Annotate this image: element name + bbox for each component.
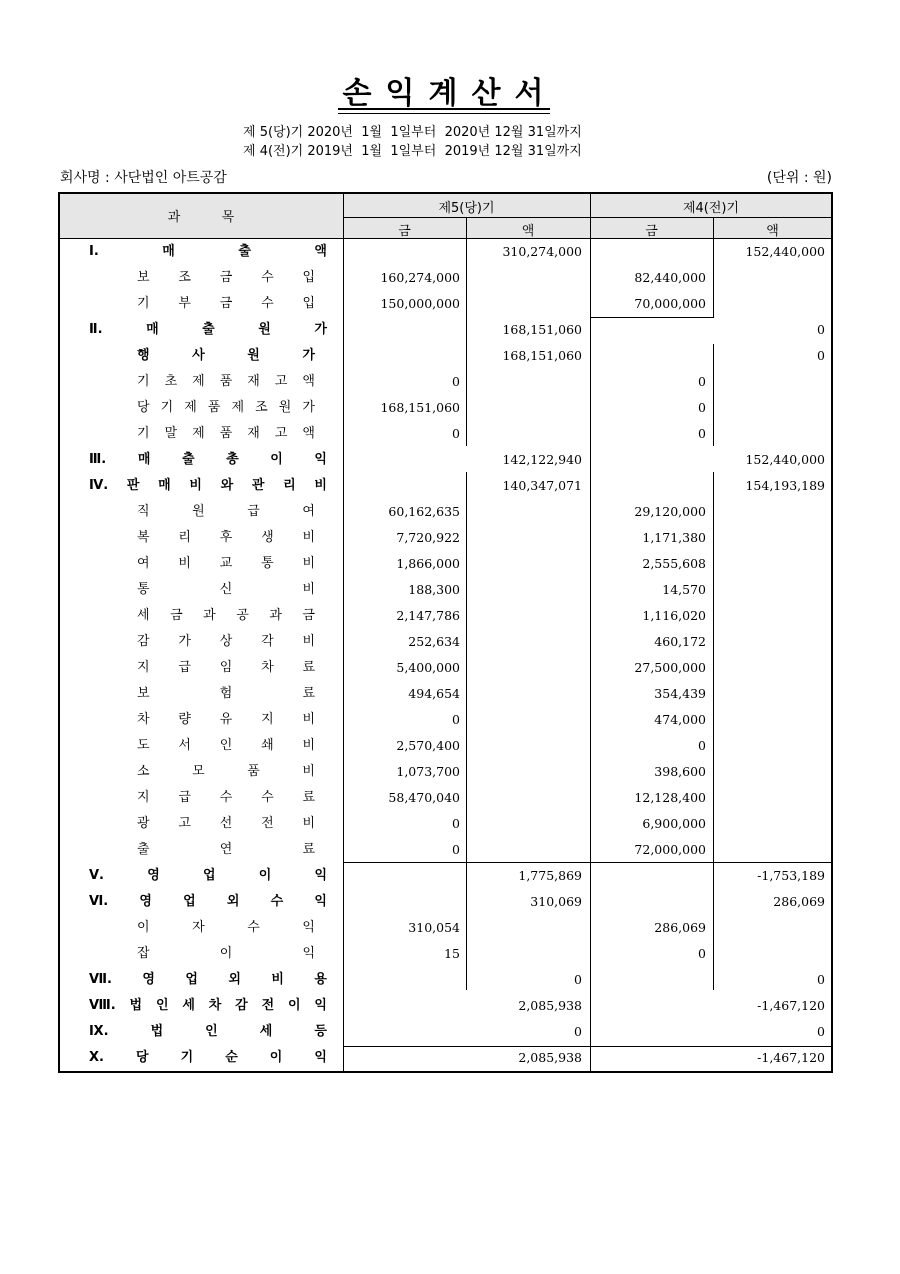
amount-c4: 0 xyxy=(817,1024,825,1039)
amount-c1 xyxy=(346,967,460,993)
amount-c2: 142,122,940 xyxy=(502,452,582,467)
account-label: Ⅵ. 영 업 외 수 익 xyxy=(89,894,327,909)
amount-c4 xyxy=(714,525,825,551)
amount-c2: 1,775,869 xyxy=(518,868,582,883)
document-title: 손익계산서 xyxy=(342,76,558,111)
amount-c1: 58,470,040 xyxy=(388,790,460,805)
header-prior-amount-left: 금 xyxy=(645,224,658,239)
table-row xyxy=(59,785,832,811)
account-label: 기 말 제 품 재 고 액 xyxy=(137,426,315,441)
amount-c2 xyxy=(469,499,582,525)
amount-c4 xyxy=(714,941,825,967)
account-label: 지 급 수 수 료 xyxy=(137,790,315,805)
account-label: 광 고 선 전 비 xyxy=(137,816,315,831)
amount-c2 xyxy=(469,265,582,291)
table-row xyxy=(59,499,832,525)
amount-c2 xyxy=(469,551,582,577)
amount-c2 xyxy=(469,785,582,811)
amount-c4 xyxy=(714,551,825,577)
account-label: 출 연 료 xyxy=(137,842,315,857)
amount-c3: 460,172 xyxy=(654,634,706,649)
account-label: 보 조 금 수 입 xyxy=(137,270,315,285)
amount-c1 xyxy=(346,863,460,889)
amount-c1 xyxy=(346,343,460,369)
table-row xyxy=(59,317,832,343)
account-label: 이 자 수 익 xyxy=(137,920,315,935)
amount-c1: 0 xyxy=(452,426,460,441)
amount-c4 xyxy=(714,785,825,811)
amount-c4 xyxy=(714,733,825,759)
amount-c2: 2,085,938 xyxy=(518,998,582,1013)
account-label: 소 모 품 비 xyxy=(137,764,315,779)
account-label: Ⅳ. 판 매 비 와 관 리 비 xyxy=(89,478,327,493)
amount-c3: 2,555,608 xyxy=(642,556,706,571)
table-row xyxy=(59,837,832,863)
account-label: 여 비 교 통 비 xyxy=(137,556,315,571)
amount-c3 xyxy=(592,889,706,915)
table-row xyxy=(59,343,832,369)
amount-c2 xyxy=(469,655,582,681)
amount-c1: 1,866,000 xyxy=(396,556,460,571)
table-row xyxy=(59,473,832,499)
table-row xyxy=(59,707,832,733)
amount-c2: 168,151,060 xyxy=(502,322,582,337)
table-row xyxy=(59,551,832,577)
account-label: Ⅸ. 법 인 세 등 xyxy=(89,1024,327,1039)
current-period-range: 제 5(당)기 2020년 1월 1일부터 2020년 12월 31일까지 xyxy=(243,125,582,140)
amount-c4: 0 xyxy=(817,348,825,363)
amount-c2: 310,069 xyxy=(530,894,582,909)
table-row xyxy=(59,759,832,785)
amount-c1 xyxy=(346,317,460,343)
table-row xyxy=(59,915,832,941)
amount-c4: -1,753,189 xyxy=(757,868,825,883)
amount-c2 xyxy=(469,837,582,863)
amount-c3 xyxy=(592,447,706,473)
table-row xyxy=(59,421,832,447)
account-label: 잡 이 익 xyxy=(137,946,315,961)
amount-c4 xyxy=(714,369,825,395)
header-account: 과 목 xyxy=(167,210,235,225)
amount-c1: 168,151,060 xyxy=(380,400,460,415)
amount-c2 xyxy=(469,369,582,395)
amount-c4: -1,467,120 xyxy=(757,998,825,1013)
account-label: Ⅰ. 매 출 액 xyxy=(89,244,327,259)
currency-unit: (단위 : 원) xyxy=(766,170,832,186)
amount-c1: 150,000,000 xyxy=(380,296,460,311)
amount-c3 xyxy=(592,967,706,993)
amount-c2 xyxy=(469,915,582,941)
amount-c3: 72,000,000 xyxy=(634,842,706,857)
amount-c4 xyxy=(714,265,825,291)
amount-c3 xyxy=(592,473,706,499)
amount-c2 xyxy=(469,941,582,967)
amount-c2 xyxy=(469,291,582,317)
amount-c2: 0 xyxy=(574,972,582,987)
amount-c3: 29,120,000 xyxy=(634,504,706,519)
amount-c2 xyxy=(469,629,582,655)
amount-c1 xyxy=(346,1019,460,1045)
amount-c3 xyxy=(592,239,706,265)
amount-c1: 0 xyxy=(452,374,460,389)
amount-c4 xyxy=(714,915,825,941)
header-current-period: 제5(당)기 xyxy=(438,201,495,216)
account-label: 직 원 급 여 xyxy=(137,504,315,519)
table-row xyxy=(59,811,832,837)
amount-c1 xyxy=(346,993,460,1019)
amount-c1 xyxy=(346,239,460,265)
amount-c2 xyxy=(469,707,582,733)
account-label: 차 량 유 지 비 xyxy=(137,712,315,727)
amount-c3 xyxy=(592,1019,706,1045)
amount-c1: 2,570,400 xyxy=(396,738,460,753)
amount-c3: 70,000,000 xyxy=(634,296,706,311)
amount-c1: 0 xyxy=(452,816,460,831)
amount-c3 xyxy=(592,863,706,889)
amount-c4 xyxy=(714,291,825,317)
amount-c1: 188,300 xyxy=(408,582,460,597)
amount-c2: 0 xyxy=(574,1024,582,1039)
amount-c4: 286,069 xyxy=(773,894,825,909)
amount-c3: 1,116,020 xyxy=(642,608,706,623)
table-row xyxy=(59,733,832,759)
amount-c2: 168,151,060 xyxy=(502,348,582,363)
amount-c4: 0 xyxy=(817,322,825,337)
account-label: 세 금 과 공 과 금 xyxy=(137,608,315,623)
amount-c2 xyxy=(469,811,582,837)
amount-c2 xyxy=(469,681,582,707)
table-row xyxy=(59,447,832,473)
table-row xyxy=(59,525,832,551)
amount-c3: 6,900,000 xyxy=(642,816,706,831)
amount-c2 xyxy=(469,603,582,629)
amount-c1: 5,400,000 xyxy=(396,660,460,675)
amount-c1: 494,654 xyxy=(408,686,460,701)
account-label: 통 신 비 xyxy=(137,582,315,597)
amount-c3: 82,440,000 xyxy=(634,270,706,285)
account-label: 기 부 금 수 입 xyxy=(137,296,315,311)
amount-c2: 2,085,938 xyxy=(518,1050,582,1065)
company-name: 회사명 : 사단법인 아트공감 xyxy=(60,170,227,186)
amount-c3: 286,069 xyxy=(654,920,706,935)
table-row xyxy=(59,993,832,1019)
amount-c3 xyxy=(592,343,706,369)
header-current-amount-left: 금 xyxy=(398,224,411,239)
amount-c2: 310,274,000 xyxy=(502,244,582,259)
table-row xyxy=(59,889,832,915)
amount-c4 xyxy=(714,759,825,785)
amount-c2 xyxy=(469,733,582,759)
grid-line-subheader xyxy=(343,217,832,218)
table-row xyxy=(59,1019,832,1045)
account-label: 도 서 인 쇄 비 xyxy=(137,738,315,753)
table-row xyxy=(59,265,832,291)
amount-c3 xyxy=(592,993,706,1019)
table-row xyxy=(59,967,832,993)
amount-c2: 140,347,071 xyxy=(502,478,582,493)
amount-c1: 15 xyxy=(444,946,460,961)
amount-c1: 0 xyxy=(452,842,460,857)
table-row xyxy=(59,1045,832,1071)
amount-c2 xyxy=(469,421,582,447)
amount-c1: 1,073,700 xyxy=(396,764,460,779)
table-row xyxy=(59,369,832,395)
amount-c3 xyxy=(592,317,706,343)
amount-c1 xyxy=(346,889,460,915)
amount-c1 xyxy=(346,447,460,473)
amount-c3: 0 xyxy=(698,374,706,389)
prior-period-range: 제 4(전)기 2019년 1월 1일부터 2019년 12월 31일까지 xyxy=(243,144,582,159)
amount-c4 xyxy=(714,395,825,421)
table-row xyxy=(59,863,832,889)
header-prior-amount-right: 액 xyxy=(766,224,779,239)
amount-c3: 14,570 xyxy=(662,582,706,597)
amount-c2 xyxy=(469,525,582,551)
amount-c4: 154,193,189 xyxy=(745,478,825,493)
account-label: 지 급 임 차 료 xyxy=(137,660,315,675)
title-underline xyxy=(338,108,550,110)
amount-c1: 310,054 xyxy=(408,920,460,935)
account-label: Ⅲ. 매 출 총 이 익 xyxy=(89,452,327,467)
amount-c1 xyxy=(346,1045,460,1071)
amount-c4 xyxy=(714,681,825,707)
amount-c3: 398,600 xyxy=(654,764,706,779)
amount-c4: 152,440,000 xyxy=(745,452,825,467)
amount-c4 xyxy=(714,629,825,655)
amount-c4 xyxy=(714,499,825,525)
account-label: Ⅷ. 법 인 세 차 감 전 이 익 xyxy=(89,998,327,1013)
amount-c2 xyxy=(469,759,582,785)
amount-c4 xyxy=(714,811,825,837)
table-row xyxy=(59,239,832,265)
table-row xyxy=(59,655,832,681)
amount-c4: 152,440,000 xyxy=(745,244,825,259)
account-label: Ⅶ. 영 업 외 비 용 xyxy=(89,972,327,987)
amount-c3: 0 xyxy=(698,426,706,441)
account-label: 행 사 원 가 xyxy=(137,348,315,363)
account-label: 보 험 료 xyxy=(137,686,315,701)
account-label: Ⅴ. 영 업 이 익 xyxy=(89,868,327,883)
amount-c3: 474,000 xyxy=(654,712,706,727)
account-label: 감 가 상 각 비 xyxy=(137,634,315,649)
amount-c1: 160,274,000 xyxy=(380,270,460,285)
table-row xyxy=(59,603,832,629)
header-prior-period: 제4(전)기 xyxy=(682,201,740,216)
account-label: 당 기 제 품 제 조 원 가 xyxy=(137,400,315,415)
amount-c1 xyxy=(346,473,460,499)
amount-c4 xyxy=(714,577,825,603)
table-row xyxy=(59,629,832,655)
account-label: 기 초 제 품 재 고 액 xyxy=(137,374,315,389)
table-row xyxy=(59,577,832,603)
amount-c2 xyxy=(469,577,582,603)
table-row xyxy=(59,941,832,967)
header-current-amount-right: 액 xyxy=(521,224,535,239)
amount-c4: 0 xyxy=(817,972,825,987)
account-label: 복 리 후 생 비 xyxy=(137,530,315,545)
amount-c4 xyxy=(714,655,825,681)
table-row xyxy=(59,291,832,317)
amount-c3: 1,171,380 xyxy=(642,530,706,545)
amount-c1: 60,162,635 xyxy=(388,504,460,519)
amount-c3: 354,439 xyxy=(654,686,706,701)
amount-c4 xyxy=(714,837,825,863)
amount-c3: 0 xyxy=(698,738,706,753)
amount-c3: 0 xyxy=(698,946,706,961)
amount-c3: 12,128,400 xyxy=(634,790,706,805)
table-row xyxy=(59,395,832,421)
amount-c1: 2,147,786 xyxy=(396,608,460,623)
amount-c4 xyxy=(714,707,825,733)
amount-c3 xyxy=(592,1045,706,1071)
account-label: Ⅹ. 당 기 순 이 익 xyxy=(89,1050,327,1065)
amount-c4 xyxy=(714,421,825,447)
amount-c4 xyxy=(714,603,825,629)
amount-c4: -1,467,120 xyxy=(757,1050,825,1065)
amount-c3: 0 xyxy=(698,400,706,415)
amount-c3: 27,500,000 xyxy=(634,660,706,675)
amount-c1: 0 xyxy=(452,712,460,727)
table-row xyxy=(59,681,832,707)
amount-c1: 7,720,922 xyxy=(396,530,460,545)
account-label: Ⅱ. 매 출 원 가 xyxy=(89,322,327,337)
amount-c1: 252,634 xyxy=(408,634,460,649)
title-underline-thin xyxy=(338,113,550,114)
amount-c2 xyxy=(469,395,582,421)
